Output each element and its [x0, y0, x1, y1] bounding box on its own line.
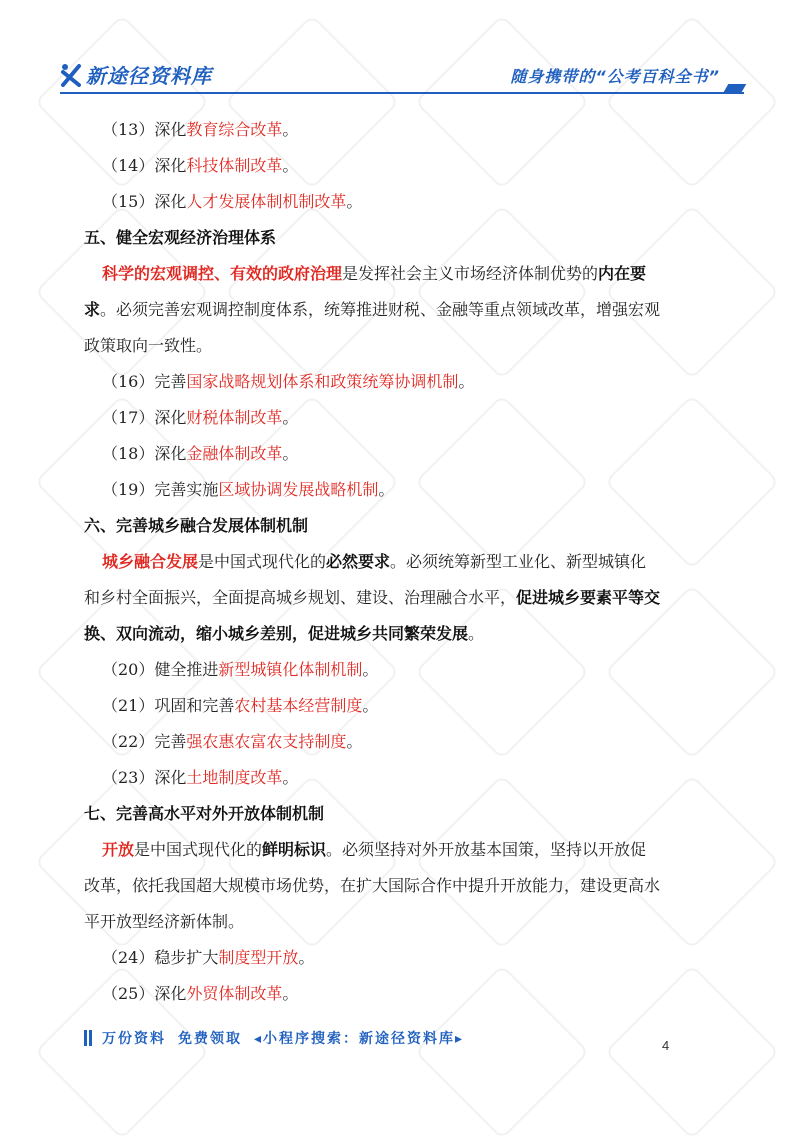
section-heading: 五、健全宏观经济治理体系 [84, 228, 277, 247]
list-item: （21）巩固和完善农村基本经营制度。 [102, 696, 379, 715]
list-item: （24）稳步扩大制度型开放。 [102, 948, 315, 967]
list-item: （16）完善国家战略规划体系和政策统筹协调机制。 [102, 372, 475, 391]
footer-text-free: 免费领取 [178, 1031, 242, 1047]
brand-logo [60, 60, 212, 89]
section-paragraph: 开放是中国式现代化的鲜明标识。必须坚持对外开放基本国策，坚持以开放促 改革，依托我国超大规模市场优势，在扩大国际合作中提升开放能力，建设更高水 平开放型经济新体制。 [84, 840, 661, 931]
header-divider [60, 92, 744, 94]
logo-text: 新途径资料库 [86, 64, 212, 88]
footer-text-resources: 万份资料 [102, 1031, 166, 1047]
document-body [84, 112, 744, 1012]
list-item: （25）深化外贸体制改革。 [102, 984, 299, 1003]
list-item: （17）深化财税体制改革。 [102, 408, 299, 427]
section-heading: 六、完善城乡融合发展体制机制 [84, 516, 309, 535]
logo-x-icon [60, 63, 82, 87]
list-item: （13）深化教育综合改革。 [102, 120, 299, 139]
list-item: （23）深化土地制度改革。 [102, 768, 299, 787]
section-paragraph: 科学的宏观调控、有效的政府治理是发挥社会主义市场经济体制优势的内在要 求。必须完善宏观调控制度体系，统筹推进财税、金融等重点领域改革，增强宏观 政策取向一致性。 [84, 264, 661, 355]
header-divider-tail [724, 84, 747, 92]
list-item: （22）完善强农惠农富农支持制度。 [102, 732, 363, 751]
page-footer [84, 1028, 464, 1048]
list-item: （15）深化人才发展体制机制改革。 [102, 192, 363, 211]
section-heading: 七、完善高水平对外开放体制机制 [84, 804, 325, 823]
footer-text-miniprogram: ◂小程序搜索：新途径资料库▸ [254, 1031, 465, 1047]
page-header [60, 56, 744, 94]
page-number: 4 [662, 1038, 670, 1053]
section-paragraph: 城乡融合发展是中国式现代化的必然要求。必须统筹新型工业化、新型城镇化 和乡村全面振兴，全面提高城乡规划、建设、治理融合水平，促进城乡要素平等交 换、双向流动，缩小城乡差别，促进城乡共同繁荣发展。 [84, 552, 661, 643]
list-item: （19）完善实施区域协调发展战略机制。 [102, 480, 395, 499]
header-tagline: 随身携带的“公考百科全书” [510, 67, 720, 86]
list-item: （18）深化金融体制改革。 [102, 444, 299, 463]
list-item: （14）深化科技体制改革。 [102, 156, 299, 175]
footer-bars-icon [84, 1030, 94, 1046]
list-item: （20）健全推进新型城镇化体制机制。 [102, 660, 379, 679]
